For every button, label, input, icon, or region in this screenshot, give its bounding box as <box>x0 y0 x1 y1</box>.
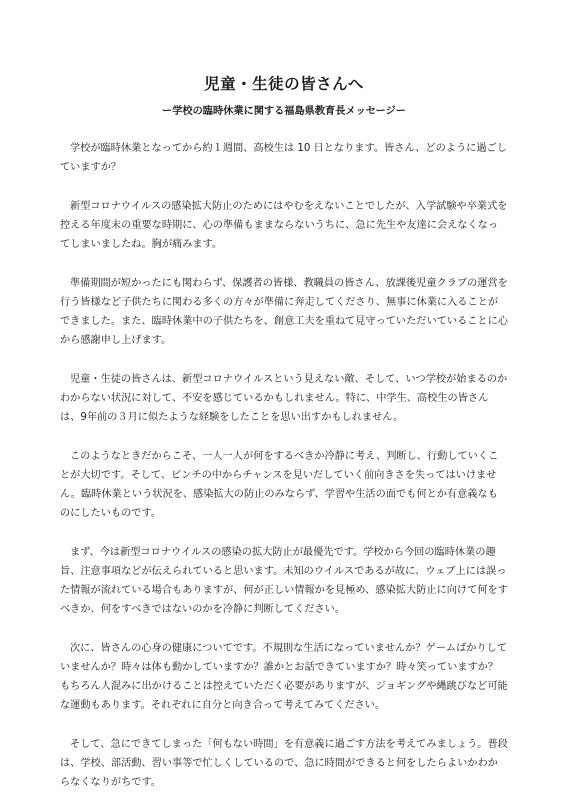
paragraph-2: 新型コロナウイルスの感染拡大防止のためにはやむをえないことでしたが、入学試験や卒業式を控える年度末の重要な時期に、心の準備もままならないうちに、急に先生や友達に会えなくなってしまいましたね。胸が痛みます。 <box>60 201 508 250</box>
document-title: 児童・生徒の皆さんへ <box>204 75 364 93</box>
paragraph-4: 児童・生徒の皆さんは、新型コロナウイルスという見えない敵、そして、いつ学校が始まるのかわからない状況に対して、不安を感じているかもしれません。特に、中学生、高校生の皆さんは、9年前の３月に似たような経験をしたことを思い出すかもしれません。 <box>60 374 508 423</box>
paragraph-1: 学校が臨時休業となってから約１週間、高校生は 10 日となります。皆さん、どのように過ごしていますか？ <box>60 143 507 173</box>
paragraph-3: 準備期間が短かったにも関わらず、保護者の皆様、教職員の皆さん、放課後児童クラブの運営を行う皆様など子供たちに関わる多くの方々が準備に奔走してくださり、無事に休業に入ることができました。また、臨時休業中の子供たちを、創意工夫を重ねて見守っていただいていることに心から感謝申し上げます。 <box>60 278 508 346</box>
paragraph-6: まず、今は新型コロナウイルスの感染の拡大防止が最優先です。学校から今回の臨時休業の趣旨、注意事項などが伝えられていると思います。未知のウイルスであるが故に、ウェブ上には誤った情報が流れている場合もありますが、何が正しい情報かを見極め、感染拡大防止に向けて何をすべきか、何をすべきではないのかを冷静に判断してください。 <box>60 547 508 615</box>
document-subtitle: ー学校の臨時休業に関する福島県教育長メッセージー <box>162 106 406 117</box>
paragraph-8: そして、急にできてしまった「何もない時間」を有意義に過ごす方法を考えてみましょう。普段は、学校、部活動、習い事等で忙しくしているので、急に時間ができると何をしたらよいかわからなくなりがちです。 <box>60 739 508 788</box>
paragraph-7: 次に、皆さんの心身の健康についてです。不規則な生活になっていませんか？ゲームばかりしていませんか？時々は体も動かしていますか？誰かとお話できていますか？時々笑っていますか？もちろん人混みに出かけることは控えていただく必要がありますが、ジョギングや縄跳びなど可能な運動もあります。それぞれに自分と向き合って考えてみてください。 <box>60 643 508 711</box>
paragraph-5: このようなときだからこそ、一人一人が何をするべきか冷静に考え、判断し、行動していくことが大切です。そして、ピンチの中からチャンスを見いだしていく前向きさを失ってはいけません。臨時休業という状況を、感染拡大の防止のみならず、学習や生活の面でも何とか有意義なものにしたいものです。 <box>60 451 499 519</box>
